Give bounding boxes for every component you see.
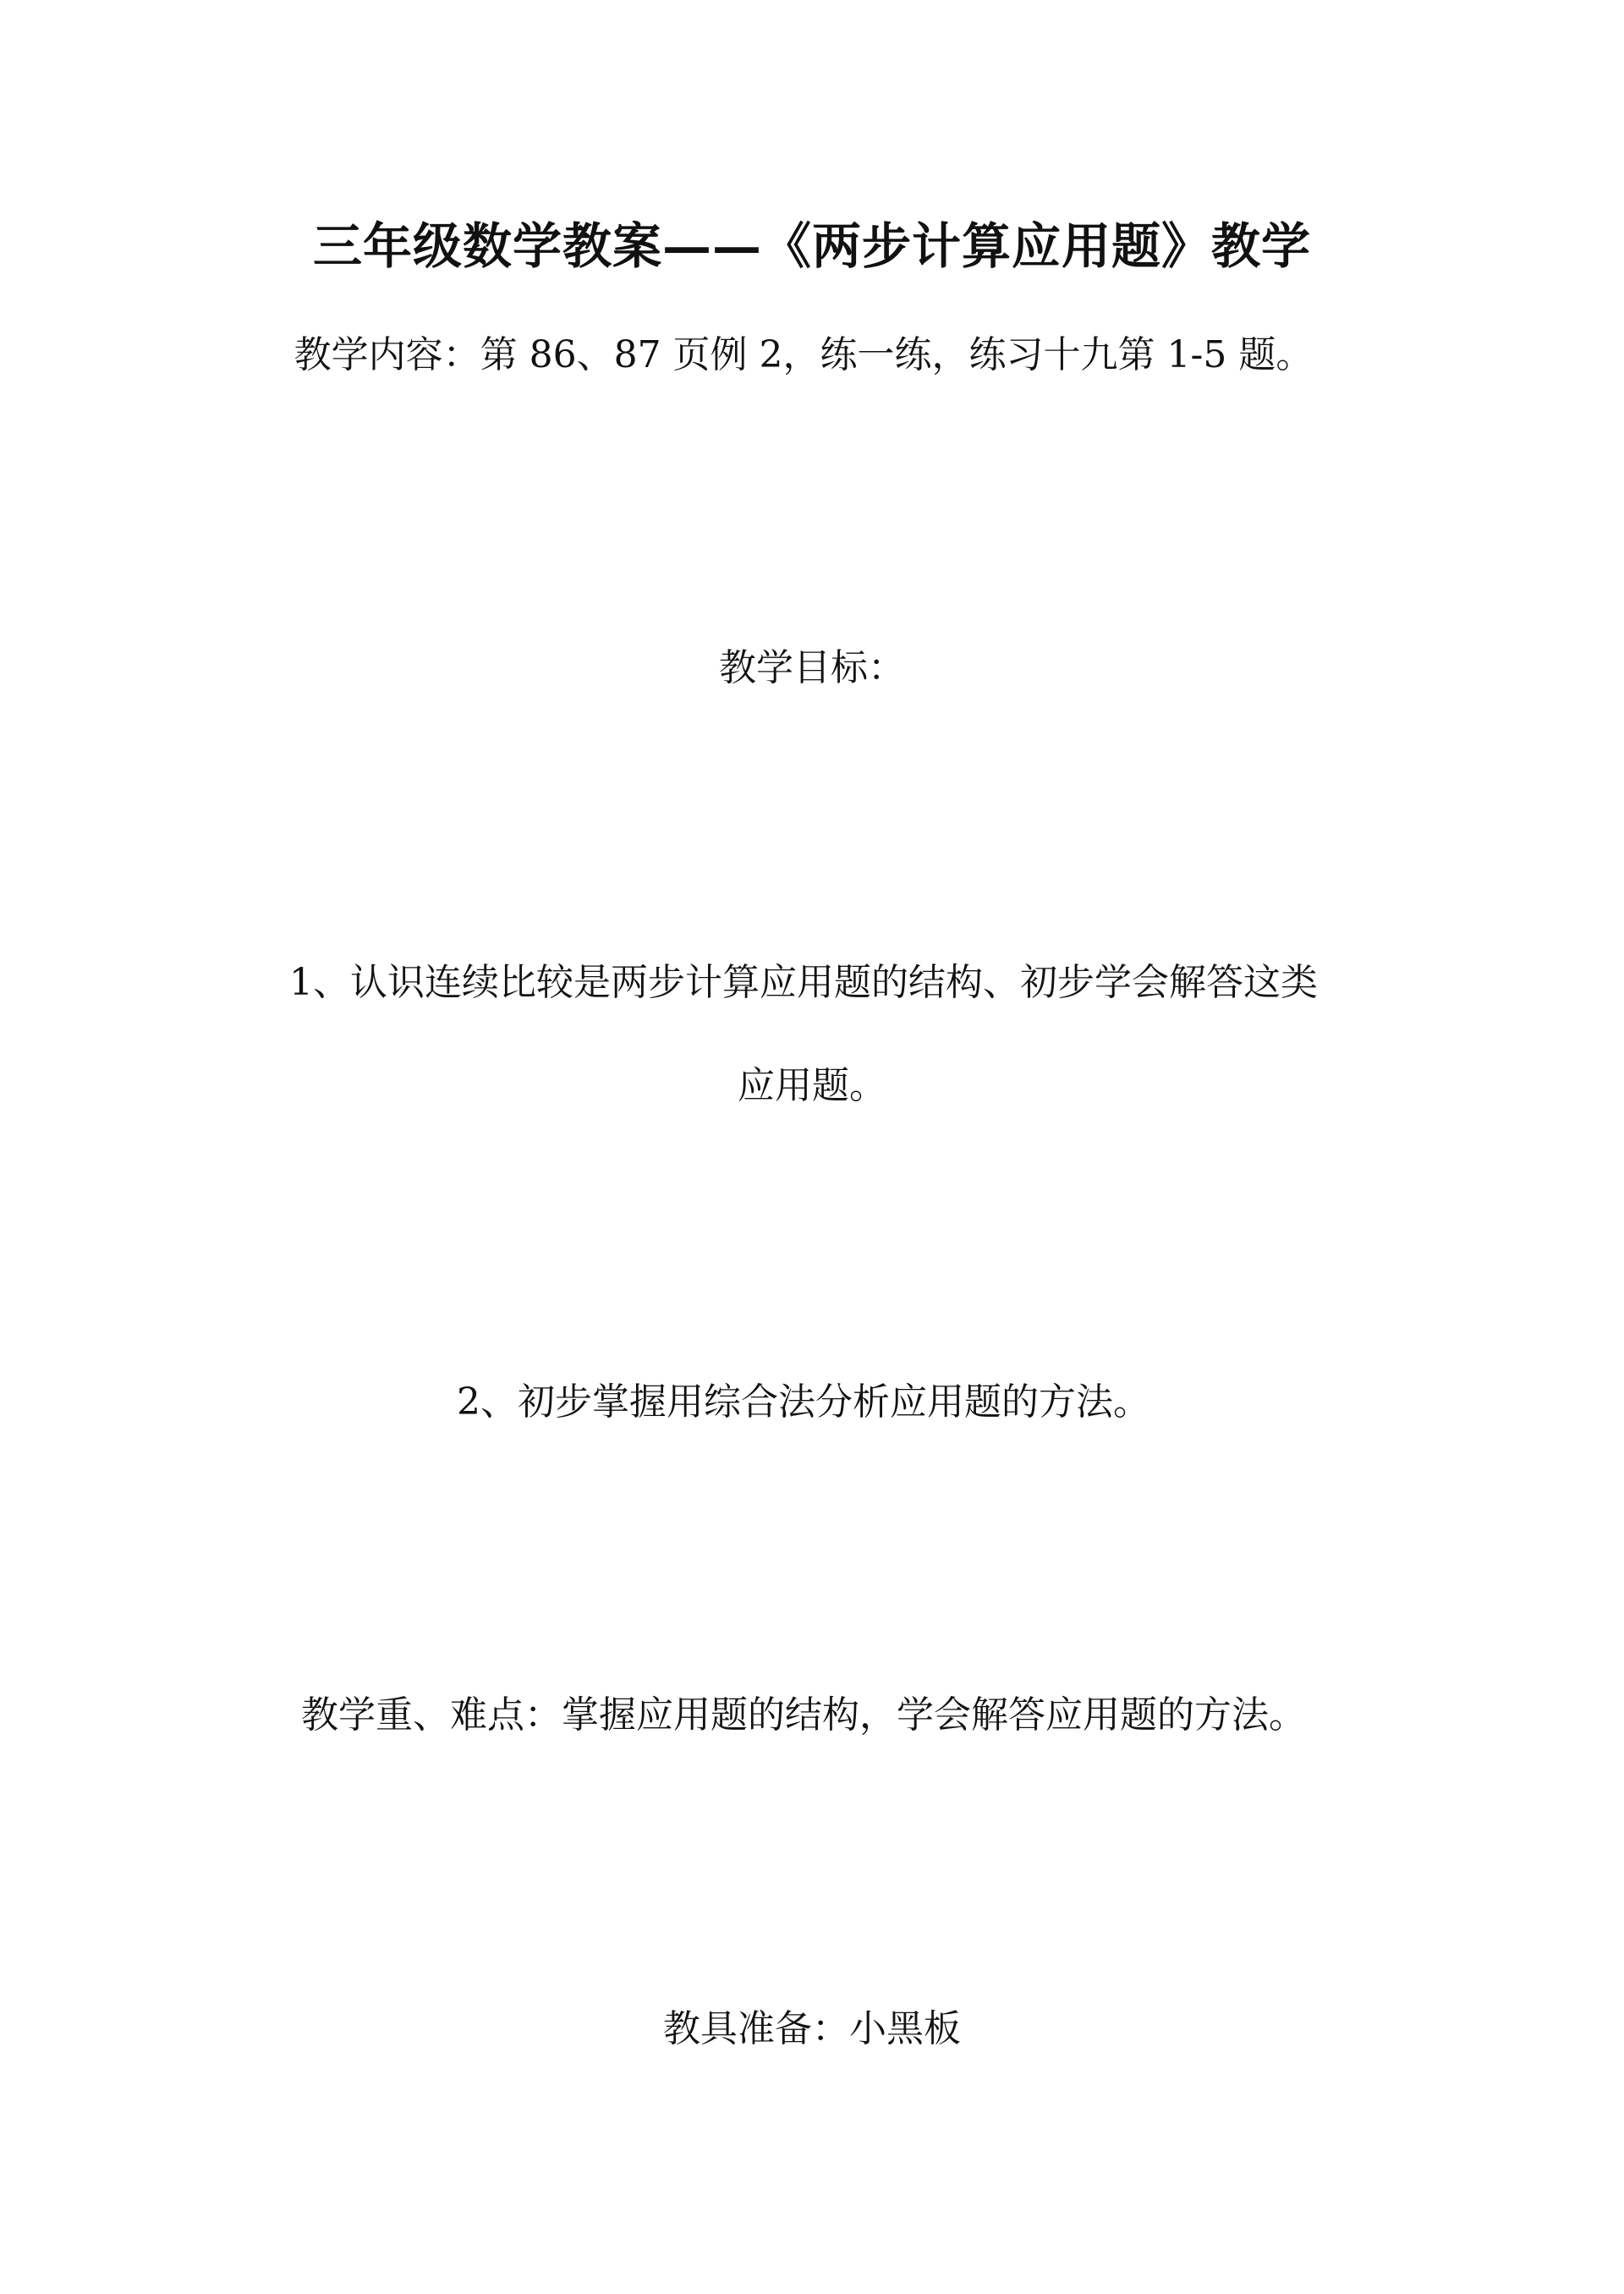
key-points: 教学重、难点：掌握应用题的结构，学会解答应用题的方法。: [301, 1693, 1306, 1737]
teaching-content-line: 教学内容：第 86、87 页例 2，练一练，练习十九第 1-5 题。: [294, 333, 1314, 376]
objective-1-line-2: 应用题。: [738, 1064, 886, 1107]
teaching-tools: 教具准备：小黑板: [663, 2007, 961, 2050]
objective-2: 2、初步掌握用综合法分析应用题的方法。: [457, 1380, 1150, 1424]
objective-1-line-1: 1、认识连续比较是两步计算应用题的结构、初步学会解答这类: [289, 961, 1318, 1004]
document-title: 三年级数学教案——《两步计算应用题》教学: [312, 217, 1311, 275]
objectives-heading: 教学目标：: [719, 646, 905, 689]
